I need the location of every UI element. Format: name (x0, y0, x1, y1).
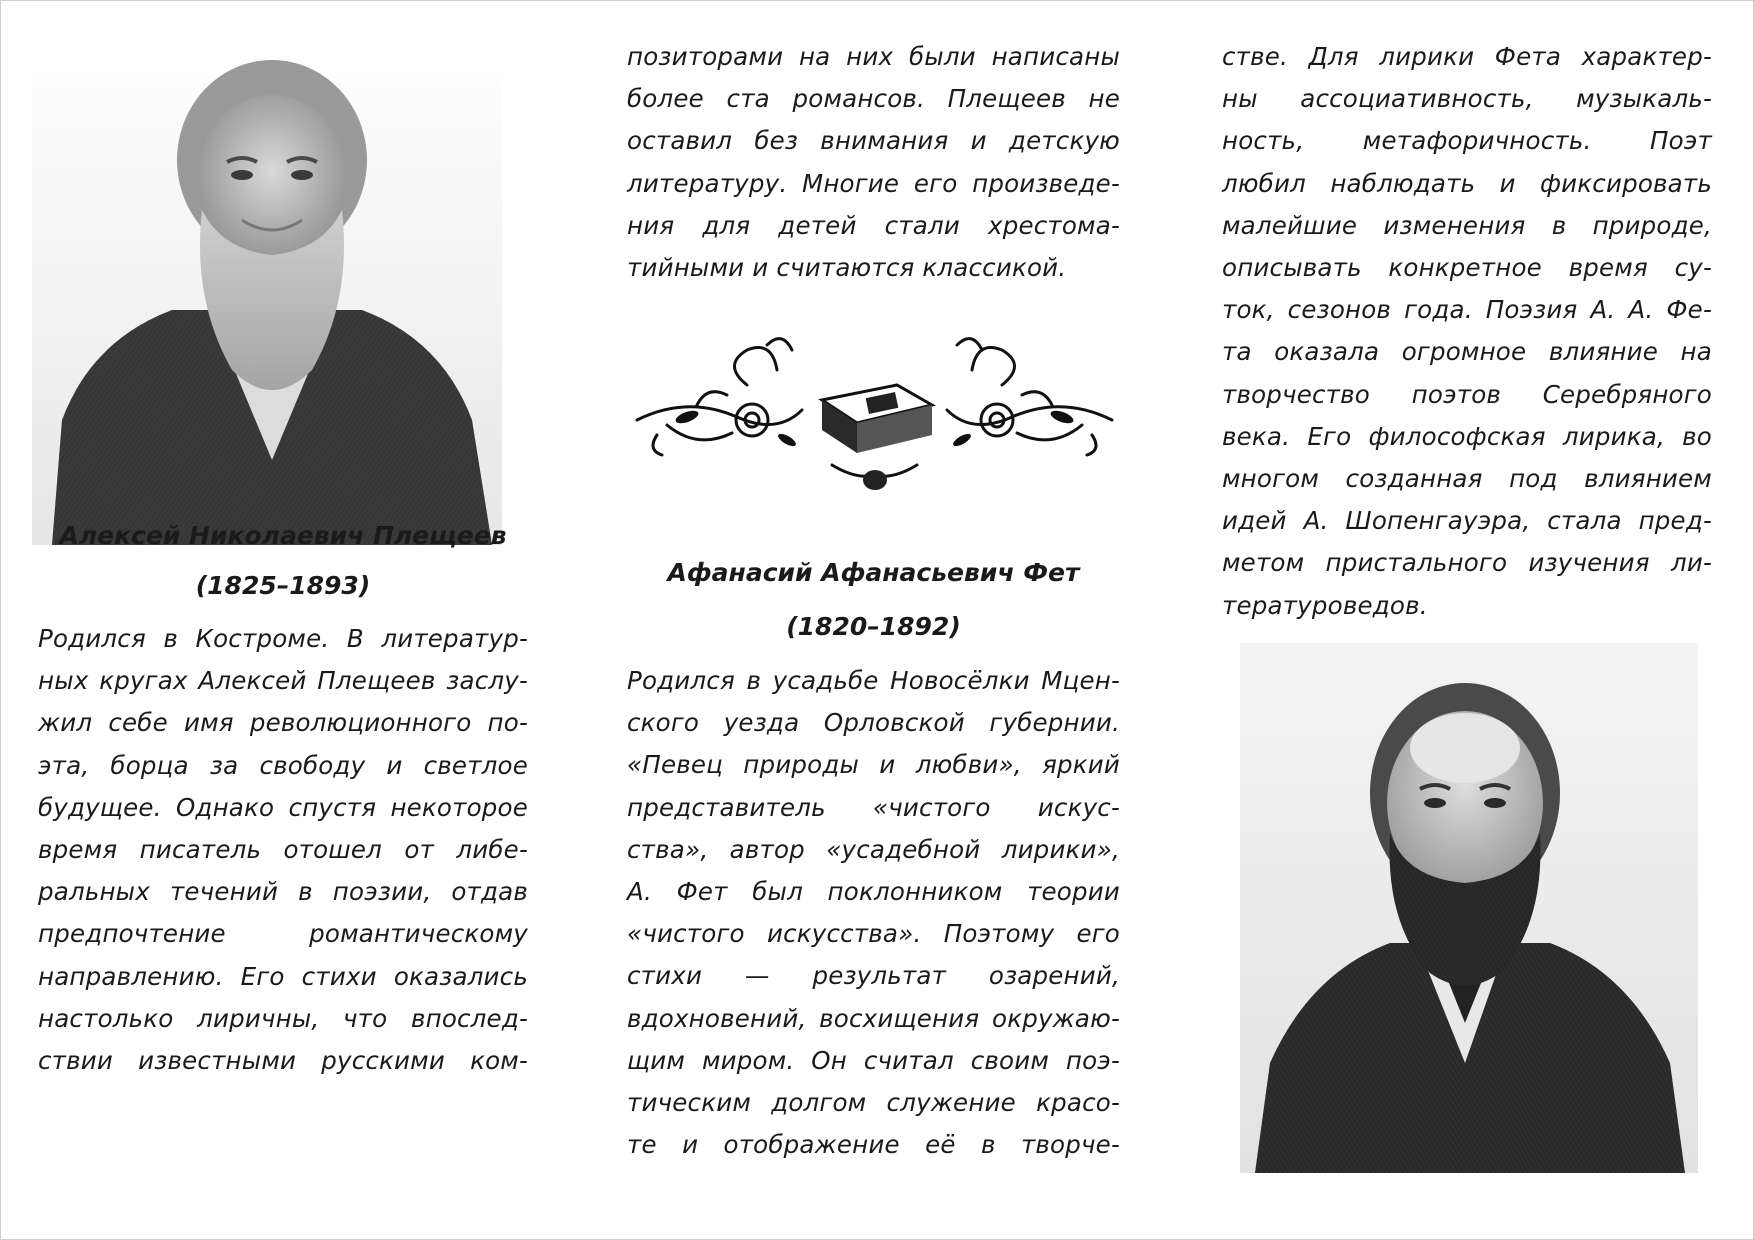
text-line: ния для детей стали хрестома- (627, 210, 1120, 240)
text-line: стихи — результат озарений, (627, 961, 1120, 991)
text-line: тическим долгом служение красо- (627, 1088, 1120, 1118)
text-line: описывать конкретное время су- (1222, 253, 1712, 283)
text-line: ны ассоциативность, музыкаль- (1222, 84, 1712, 114)
text-line: многом созданная под влиянием (1222, 464, 1712, 494)
text-line: творчество поэтов Серебряного (1222, 379, 1712, 409)
continuation-text-pleshcheev (627, 36, 1120, 289)
text-line: любил наблюдать и фиксировать (1222, 168, 1712, 198)
biography-text-pleshcheev (38, 618, 528, 1082)
text-line: ства», автор «усадебной лирики», (627, 834, 1120, 864)
text-line: тийными и считаются классикой. (627, 253, 1067, 283)
text-line: будущее. Однако спустя некоторое (38, 792, 528, 822)
text-line: позиторами на них были написаны (627, 42, 1120, 71)
text-line: жил себе имя революционного по- (38, 708, 528, 738)
text-line: метом пристального изучения ли- (1222, 548, 1712, 578)
text-line: предпочтение романтическому (38, 919, 528, 949)
text-line: малейшие изменения в природе, (1222, 210, 1712, 240)
text-line: тературоведов. (1222, 590, 1428, 620)
text-line: литературу. Многие его произведе- (627, 168, 1120, 198)
biography-text-fet (627, 660, 1120, 1166)
text-line: А. Фет был поклонником теории (627, 877, 1120, 907)
portrait-pleshcheev (32, 40, 502, 545)
text-line: щим миром. Он считал своим поэ- (627, 1045, 1120, 1075)
text-line: стве. Для лирики Фета характер- (1222, 42, 1712, 71)
ornament-vignette (627, 325, 1122, 500)
text-line: та оказала огромное влияние на (1222, 337, 1712, 367)
text-line: направлению. Его стихи оказались (38, 961, 528, 991)
text-line: «чистого искусства». Поэтому его (627, 919, 1120, 949)
text-line: эта, борца за свободу и светлое (38, 750, 528, 780)
text-line: ность, метафоричность. Поэт (1222, 126, 1712, 156)
text-line: ральных течений в поэзии, отдав (38, 877, 528, 907)
author-name-pleshcheev: Алексей Николаевич Плещеев (59, 521, 507, 550)
text-line: века. Его философская лирика, во (1222, 421, 1712, 451)
text-line: ского уезда Орловской губернии. (627, 708, 1120, 738)
text-line: ствии известными русскими ком- (38, 1046, 528, 1076)
text-line: ток, сезонов года. Поэзия А. А. Фе- (1222, 295, 1712, 325)
text-line: представитель «чистого искус- (627, 792, 1120, 822)
text-line: идей А. Шопенгауэра, стала пред- (1222, 506, 1712, 536)
text-line: те и отображение её в творче- (627, 1130, 1120, 1160)
text-line: Родился в усадьбе Новосёлки Мцен- (627, 666, 1120, 695)
text-line: ных кругах Алексей Плещеев заслу- (38, 666, 528, 696)
text-line: вдохновений, восхищения окружаю- (627, 1003, 1120, 1033)
text-line: настолько лиричны, что впослед- (38, 1003, 528, 1033)
continuation-text-fet (1222, 36, 1712, 627)
author-name-fet: Афанасий Афанасьевич Фет (667, 558, 1080, 587)
text-line: Родился в Костроме. В литератур- (38, 624, 528, 653)
text-line: оставил без внимания и детскую (627, 126, 1120, 156)
text-line: время писатель отошел от либе- (38, 835, 528, 865)
author-dates-fet: (1820–1892) (786, 612, 961, 641)
text-line: более ста романсов. Плещеев не (627, 84, 1120, 114)
portrait-fet (1240, 643, 1698, 1173)
text-line: «Певец природы и любви», яркий (627, 750, 1120, 780)
author-dates-pleshcheev: (1825–1893) (195, 571, 371, 600)
